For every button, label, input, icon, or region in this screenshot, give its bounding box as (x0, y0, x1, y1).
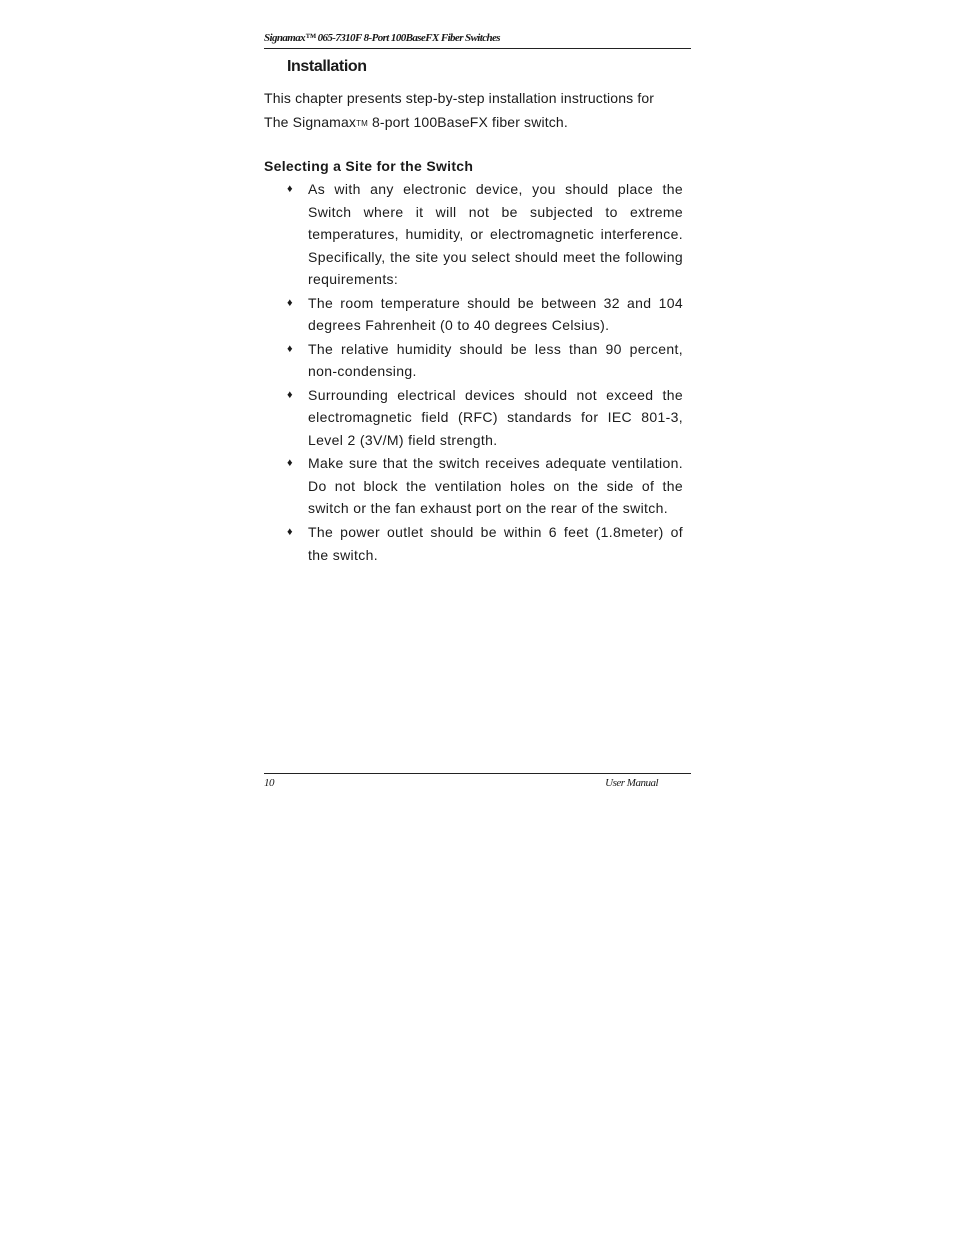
section-heading: Selecting a Site for the Switch (264, 158, 474, 174)
manual-page (264, 0, 691, 1235)
diamond-bullet-icon: ♦ (287, 457, 293, 469)
list-item-text: The power outlet should be within 6 feet (1.8meter) of the switch. (308, 524, 683, 563)
diamond-bullet-icon: ♦ (287, 526, 293, 538)
chapter-title: Installation (287, 58, 367, 75)
page-number: 10 (264, 777, 274, 789)
site-requirements-list (264, 178, 691, 566)
diamond-bullet-icon: ♦ (287, 183, 293, 195)
list-item-text: As with any electronic device, you should place the Switch where it will not be subjected to extreme temperatures, humidity, or electromagnetic interference. Specifically, the site you select should meet the following requirements: (308, 181, 683, 287)
intro-line-2-end: 8-port 100BaseFX fiber switch. (367, 114, 568, 130)
running-header-title: Signamax™ 065-7310F 8-Port 100BaseFX Fiber Switches (264, 32, 500, 44)
list-item (264, 178, 683, 291)
list-item-text: Make sure that the switch receives adequate ventilation. Do not block the ventilation holes on the side of the switch or the fan exhaust port on the rear of the switch. (308, 455, 683, 516)
running-footer (264, 773, 691, 792)
list-item-text: The room temperature should be between 32 and 104 degrees Fahrenheit (0 to 40 degrees Celsius). (308, 294, 683, 333)
trademark-mark: TM (356, 119, 368, 128)
list-item (264, 384, 683, 452)
diamond-bullet-icon: ♦ (287, 388, 293, 401)
intro-line-1: This chapter presents step-by-step installation instructions for (264, 90, 655, 106)
list-item (264, 292, 683, 337)
diamond-bullet-icon: ♦ (287, 296, 293, 309)
list-item (264, 521, 683, 566)
document-name: User Manual (605, 777, 658, 789)
list-item-text: Surrounding electrical devices should not exceed the electromagnetic field (RFC) standards for IEC 801-3, Level 2 (3V/M) field strength. (308, 386, 683, 448)
list-item (264, 452, 683, 520)
chapter-intro (264, 86, 691, 136)
intro-line-2-start: The Signamax (264, 114, 357, 130)
list-item (264, 338, 683, 383)
running-header (264, 30, 691, 49)
list-item-text: The relative humidity should be less than 90 percent, non-condensing. (308, 340, 683, 379)
diamond-bullet-icon: ♦ (287, 342, 293, 355)
